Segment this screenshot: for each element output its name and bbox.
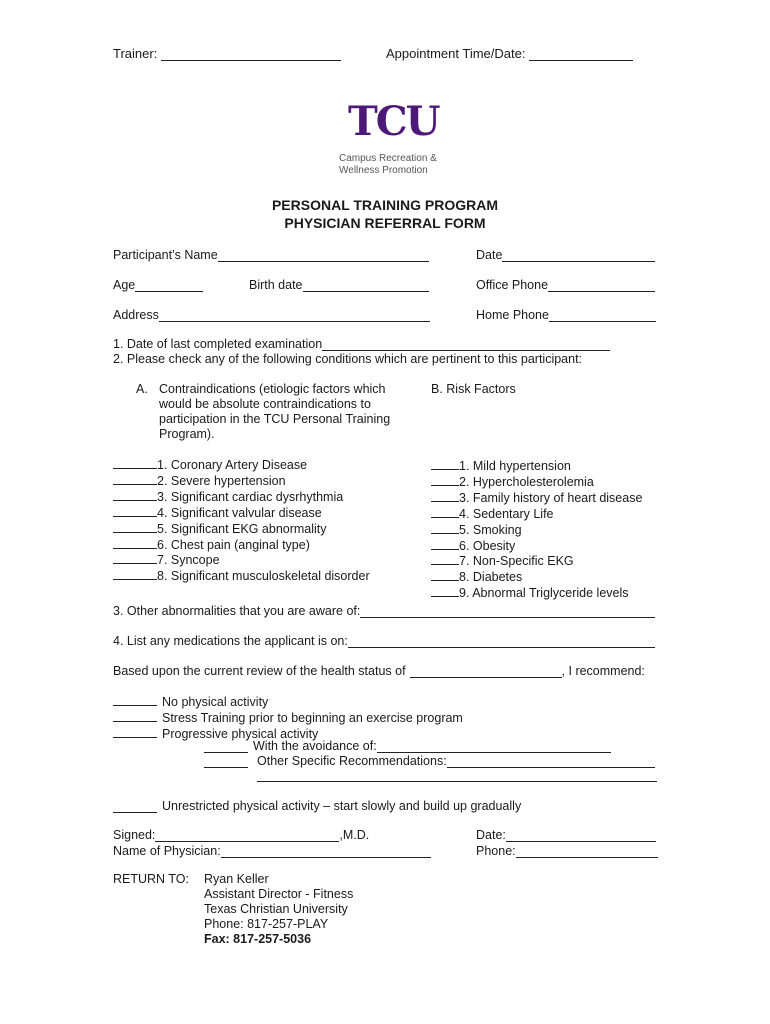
- recommendation-lead-end: , I recommend:: [561, 664, 645, 678]
- other-recommendations-line[interactable]: [447, 755, 655, 768]
- avoidance-label: With the avoidance of:: [253, 739, 377, 753]
- form-title-line-2: PHYSICIAN REFERRAL FORM: [284, 215, 486, 231]
- question-1: 1. Date of last completed examination: [113, 337, 323, 351]
- checkbox-line[interactable]: [431, 522, 459, 534]
- contraindications-heading-line: would be absolute contraindications to: [159, 397, 371, 411]
- list-item[interactable]: 6. Chest pain (anginal type): [113, 537, 370, 553]
- unrestricted-field[interactable]: [113, 799, 521, 813]
- recommendation-options: [113, 694, 463, 742]
- other-recommendations-label: Other Specific Recommendations:: [257, 754, 447, 768]
- risk-factors-heading: B. Risk Factors: [431, 382, 516, 396]
- tcu-logo: [348, 98, 438, 145]
- birth-date-field[interactable]: [249, 278, 429, 292]
- participant-name-label: Participant’s Name: [113, 248, 218, 262]
- physician-phone-label: Phone:: [476, 844, 516, 858]
- last-exam-field[interactable]: [113, 337, 610, 351]
- other-recommendations-field[interactable]: [204, 754, 655, 768]
- return-to-line: Ryan Keller: [204, 872, 269, 886]
- office-phone-label: Office Phone: [476, 278, 549, 292]
- checkbox-line[interactable]: [113, 726, 157, 738]
- home-phone-label: Home Phone: [476, 308, 549, 322]
- return-to-label: RETURN TO:: [113, 872, 189, 886]
- return-to-line: Assistant Director - Fitness: [204, 887, 354, 901]
- list-item[interactable]: 5. Significant EKG abnormality: [113, 521, 370, 537]
- checkbox-line[interactable]: [431, 458, 459, 470]
- checkbox-line[interactable]: [431, 490, 459, 502]
- contraindications-heading: [159, 382, 390, 442]
- list-item[interactable]: 3. Significant cardiac dysrhythmia: [113, 489, 370, 505]
- checkbox-line[interactable]: [431, 585, 459, 597]
- list-item[interactable]: 1. Coronary Artery Disease: [113, 457, 370, 473]
- appointment-label: Appointment Time/Date:: [386, 46, 526, 61]
- appointment-field[interactable]: [386, 46, 633, 61]
- physician-name-field[interactable]: [113, 844, 431, 858]
- contraindications-heading-line: Contraindications (etiologic factors which: [159, 382, 386, 396]
- list-item[interactable]: 8. Significant musculoskeletal disorder: [113, 568, 370, 584]
- checkbox-line[interactable]: [113, 521, 157, 533]
- date-field[interactable]: [476, 248, 655, 262]
- recommendation-lead-text: Based upon the current review of the health status of: [113, 664, 406, 678]
- list-item[interactable]: Stress Training prior to beginning an exercise program: [113, 710, 463, 726]
- md-label: ,M.D.: [339, 828, 370, 842]
- trainer-input-line[interactable]: [161, 48, 341, 61]
- medications-line[interactable]: [348, 635, 655, 648]
- return-to-fax: Fax: 817-257-5036: [204, 932, 312, 946]
- list-item[interactable]: 1. Mild hypertension: [431, 458, 642, 474]
- list-item[interactable]: 9. Abnormal Triglyceride levels: [431, 585, 642, 601]
- list-item[interactable]: 4. Significant valvular disease: [113, 505, 370, 521]
- appointment-input-line[interactable]: [529, 48, 633, 61]
- date-label: Date: [476, 248, 503, 262]
- physician-phone-line[interactable]: [516, 845, 658, 858]
- list-item[interactable]: 6. Obesity: [431, 538, 642, 554]
- question-4: 4. List any medications the applicant is on:: [113, 634, 348, 648]
- last-exam-line[interactable]: [322, 338, 610, 351]
- list-item[interactable]: 7. Non-Specific EKG: [431, 553, 642, 569]
- question-3: 3. Other abnormalities that you are aware of:: [113, 604, 361, 618]
- checkbox-line[interactable]: [113, 505, 157, 517]
- other-abnormalities-line[interactable]: [360, 605, 655, 618]
- physician-name-label: Name of Physician:: [113, 844, 221, 858]
- trainer-label: Trainer:: [113, 46, 158, 61]
- return-to-line: Texas Christian University: [204, 902, 348, 916]
- signed-field[interactable]: [113, 828, 369, 842]
- risk-factors-list: [431, 458, 642, 601]
- list-item[interactable]: 8. Diabetes: [431, 569, 642, 585]
- home-phone-line[interactable]: [549, 309, 656, 322]
- checkbox-line[interactable]: [113, 552, 157, 564]
- checkbox-line[interactable]: [113, 568, 157, 580]
- checkbox-line[interactable]: [113, 489, 157, 501]
- recommendation-lead[interactable]: [113, 664, 645, 678]
- avoidance-line[interactable]: [377, 740, 611, 753]
- address-label: Address: [113, 308, 159, 322]
- checkbox-line[interactable]: [431, 506, 459, 518]
- list-item[interactable]: Progressive physical activity: [113, 726, 463, 742]
- contraindications-marker: A.: [136, 382, 148, 396]
- checkbox-line[interactable]: [431, 569, 459, 581]
- other-abnormalities-field[interactable]: [113, 604, 655, 618]
- contraindications-list: [113, 457, 370, 584]
- list-item[interactable]: No physical activity: [113, 694, 463, 710]
- checkbox-line[interactable]: [113, 537, 157, 549]
- home-phone-field[interactable]: [476, 308, 656, 322]
- physician-name-line[interactable]: [221, 845, 431, 858]
- list-item[interactable]: 7. Syncope: [113, 552, 370, 568]
- checkbox-line[interactable]: [431, 553, 459, 565]
- list-item[interactable]: 2. Severe hypertension: [113, 473, 370, 489]
- signature-date-line[interactable]: [506, 829, 656, 842]
- participant-name-field[interactable]: [113, 248, 429, 262]
- checkbox-line[interactable]: [113, 473, 157, 485]
- tcu-logo-letters: TCU: [348, 98, 439, 145]
- signature-date-field[interactable]: [476, 828, 656, 842]
- checkbox-line[interactable]: [113, 710, 157, 722]
- list-item[interactable]: 4. Sedentary Life: [431, 506, 642, 522]
- checkbox-line[interactable]: [204, 755, 248, 768]
- trainer-field[interactable]: [113, 46, 341, 61]
- date-line[interactable]: [502, 249, 655, 262]
- checkbox-line[interactable]: [431, 474, 459, 486]
- participant-name-line[interactable]: [218, 249, 429, 262]
- return-to-address: [204, 872, 353, 947]
- age-label: Age: [113, 278, 136, 292]
- list-item[interactable]: 2. Hypercholesterolemia: [431, 474, 642, 490]
- office-phone-line[interactable]: [548, 279, 655, 292]
- physician-phone-field[interactable]: [476, 844, 658, 858]
- address-field[interactable]: [113, 308, 430, 322]
- logo-subtitle-1: Campus Recreation &: [339, 153, 437, 164]
- age-line[interactable]: [135, 279, 203, 292]
- checkbox-line[interactable]: [431, 538, 459, 550]
- signature-date-label: Date:: [476, 828, 506, 842]
- avoidance-field[interactable]: [204, 739, 611, 753]
- contraindications-heading-line: participation in the TCU Personal Training: [159, 412, 391, 426]
- unrestricted-label: Unrestricted physical activity – start slowly and build up gradually: [162, 799, 522, 813]
- checkbox-line[interactable]: [113, 800, 157, 813]
- age-field[interactable]: [113, 278, 203, 292]
- list-item[interactable]: 5. Smoking: [431, 522, 642, 538]
- signature-line[interactable]: [155, 829, 339, 842]
- form-title-line-1: PERSONAL TRAINING PROGRAM: [271, 197, 499, 213]
- logo-subtitle-2: Wellness Promotion: [339, 165, 428, 176]
- checkbox-line[interactable]: [113, 457, 157, 469]
- medications-field[interactable]: [113, 634, 655, 648]
- signed-label: Signed:: [113, 828, 156, 842]
- list-item[interactable]: 3. Family history of heart disease: [431, 490, 642, 506]
- return-to-line: Phone: 817-257-PLAY: [204, 917, 329, 931]
- checkbox-line[interactable]: [204, 740, 248, 753]
- birth-date-label: Birth date: [249, 278, 303, 292]
- contraindications-heading-line: Program).: [159, 427, 215, 441]
- address-line[interactable]: [159, 309, 430, 322]
- office-phone-field[interactable]: [476, 278, 655, 292]
- checkbox-line[interactable]: [113, 694, 157, 706]
- question-2: 2. Please check any of the following conditions which are pertinent to this participant:: [113, 352, 583, 366]
- other-recommendations-line-2[interactable]: [257, 781, 657, 782]
- birth-date-line[interactable]: [303, 279, 429, 292]
- participant-status-line[interactable]: [410, 665, 562, 678]
